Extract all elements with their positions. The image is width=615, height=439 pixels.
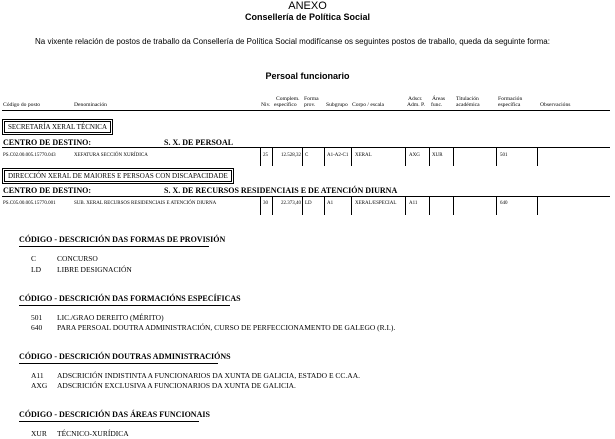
legend-desc: PARA PERSOAL DOUTRA ADMINISTRACIÓN, CURSO DE PERFECCIONAMENTO DE GALEGO (R.I.). [57, 323, 396, 332]
legend-code: AXG [31, 381, 48, 390]
col-denominacion: Denominación [74, 102, 107, 108]
cell-subgrupo: A1-A2-C1 [327, 153, 349, 158]
cell-divider [496, 197, 497, 215]
legend-code: LD [31, 265, 41, 274]
cell-denominacion: XEFATURA SECCIÓN XURÍDICA [74, 153, 148, 158]
legend-code: 501 [31, 313, 43, 322]
cell-divider [260, 197, 261, 215]
cell-divider [351, 197, 352, 215]
cell-divider [272, 148, 273, 166]
legend-desc: TÉCNICO-XURÍDICA [57, 429, 129, 438]
centre-name: S. X. DE RECURSOS RESIDENCIAIS E DE ATENCIÓN DIURNA [164, 186, 398, 195]
unit-box: DIRECCIÓN XERAL DE MAIORES E PERSOAS CON DISCAPACIDADE [4, 170, 232, 182]
cell-nivel: 25 [263, 153, 268, 158]
cell-divider [302, 197, 303, 215]
cell-formacion: 501 [500, 153, 508, 158]
legend-desc: CONCURSO [57, 254, 98, 263]
col-titulacion-top: Titulación [456, 96, 479, 102]
cell-adscr: A11 [409, 201, 418, 206]
col-codigo: Código do posto [3, 102, 40, 108]
col-corpo: Corpo / escala [352, 102, 384, 108]
department-title: Consellería de Política Social [244, 12, 371, 22]
intro-paragraph: Na vixente relación de postos de traballo da Consellería de Política Social modifícanse os seguintes postos de traballo, queda da seguinte forma: [35, 37, 550, 46]
col-complemento-bottom: específico [274, 102, 297, 108]
cell-subgrupo: A1 [327, 201, 334, 206]
legend-heading: CÓDIGO - DESCRICIÓN DAS ÁREAS FUNCIONAIS [19, 410, 210, 419]
legend-rule [19, 305, 230, 306]
col-adscr-top: Adscr. [408, 96, 423, 102]
cell-adscr: AXG [409, 153, 420, 158]
col-complemento-top: Complem. [276, 96, 300, 102]
cell-complemento: 12.528,32 [281, 153, 301, 158]
centre-label: CENTRO DE DESTINO: [3, 186, 92, 195]
centre-name: S. X. DE PERSOAL [164, 138, 234, 147]
row-top-rule [2, 196, 610, 197]
cell-complemento: 22.373,40 [281, 201, 301, 206]
cell-divider [429, 148, 430, 166]
centre-label: CENTRO DE DESTINO: [3, 138, 92, 147]
legend-desc: LIBRE DESIGNACIÓN [57, 265, 132, 274]
legend-code: XUR [31, 429, 47, 438]
cell-corpo: XERAL [355, 153, 372, 158]
cell-divider [537, 197, 538, 215]
cell-formacion: 640 [500, 201, 508, 206]
cell-corpo: XERAL/ESPECIAL [355, 201, 397, 206]
legend-heading: CÓDIGO - DESCRICIÓN DAS FORMACIÓNS ESPECÍFICAS [19, 294, 241, 303]
legend-code: A11 [31, 371, 44, 380]
cell-denominacion: SUB. XERAL RECURSOS RESIDENCIAIS E ATENCIÓN DIURNA [74, 201, 217, 206]
col-formacion-top: Formación [498, 96, 523, 102]
legend-heading: CÓDIGO - DESCRICIÓN DOUTRAS ADMINISTRACIÓNS [19, 352, 231, 361]
annex-title: ANEXO [288, 0, 327, 12]
col-nivel: Niv. [261, 102, 271, 108]
cell-divider [272, 197, 273, 215]
row-top-rule [2, 147, 610, 148]
col-titulacion-bottom: académica [456, 102, 480, 108]
cell-divider [260, 148, 261, 166]
legend-desc: LIC./GRAO DEREITO (MÉRITO) [57, 313, 164, 322]
cell-divider [453, 197, 454, 215]
cell-divider [537, 148, 538, 166]
cell-divider [324, 148, 325, 166]
cell-forma: LD [305, 201, 312, 206]
unit-box: SECRETARÍA XERAL TÉCNICA [4, 121, 111, 133]
cell-divider [405, 197, 406, 215]
col-adscr-bottom: Adm. P. [407, 102, 425, 108]
header-rule [2, 110, 610, 111]
col-forma-bottom: prov. [304, 102, 316, 108]
legend-desc: ADSCRICIÓN EXCLUSIVA A FUNCIONARIOS DA XUNTA DE GALICIA. [57, 381, 296, 390]
cell-codigo: PS.C02.00.005.15770.043 [3, 153, 56, 158]
cell-nivel: 30 [263, 201, 268, 206]
cell-codigo: PS.C05.00.005.15770.001 [3, 201, 56, 206]
cell-divider [496, 148, 497, 166]
col-subgrupo: Subgrupo [326, 102, 348, 108]
legend-rule [19, 246, 209, 247]
legend-code: 640 [31, 323, 43, 332]
cell-divider [429, 197, 430, 215]
cell-forma: C [305, 153, 309, 158]
legend-desc: ADSCRICIÓN INDISTINTA A FUNCIONARIOS DA XUNTA DE GALICIA, ESTADO E CC.AA. [57, 371, 360, 380]
legend-rule [19, 363, 218, 364]
cell-divider [405, 148, 406, 166]
col-formacion-bottom: específica [498, 102, 521, 108]
col-forma-top: Forma [304, 96, 319, 102]
cell-divider [302, 148, 303, 166]
section-title: Persoal funcionario [265, 71, 350, 81]
legend-code: C [31, 254, 37, 263]
legend-heading: CÓDIGO - DESCRICIÓN DAS FORMAS DE PROVISIÓN [19, 235, 226, 244]
col-areas-top: Áreas [432, 96, 446, 102]
cell-divider [453, 148, 454, 166]
cell-divider [351, 148, 352, 166]
legend-rule [19, 421, 199, 422]
col-observacions: Observacións [540, 102, 571, 108]
col-areas-bottom: func. [431, 102, 443, 108]
cell-divider [324, 197, 325, 215]
cell-areas: XUR [432, 153, 443, 158]
